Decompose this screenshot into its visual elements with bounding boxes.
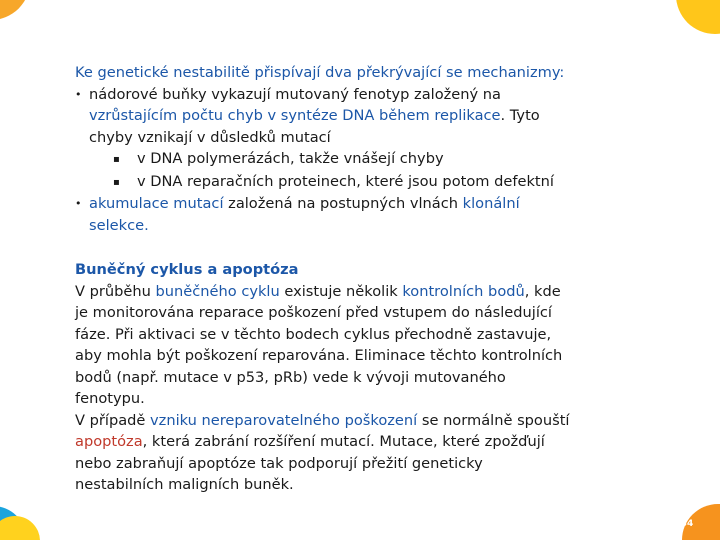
- highlight-text: buněčného cyklu: [155, 282, 280, 300]
- paragraph-line: fenotypu.: [75, 390, 145, 407]
- sub-bullet-text: v DNA reparačních proteinech, které jsou potom defektní: [137, 172, 554, 190]
- paragraph-line: [75, 281, 635, 303]
- paragraph-line: nestabilních maligních buněk.: [75, 476, 294, 493]
- text: se normálně spouští: [417, 411, 570, 429]
- text: V případě: [75, 411, 151, 429]
- paragraph-line: bodů (např. mutace v p53, pRb) vede k vývoji mutovaného: [75, 368, 506, 386]
- paragraph-line: [75, 410, 635, 432]
- highlight-text: klonální: [462, 195, 520, 212]
- paragraph-line: fáze. Při aktivaci se v těchto bodech cyklus přechodně zastavuje,: [75, 325, 552, 343]
- text: existuje několik: [279, 282, 403, 300]
- text: V průběhu: [75, 282, 156, 300]
- bullet-continuation: selekce.: [89, 216, 149, 234]
- sub-bullet-marker: ▪: [113, 154, 120, 165]
- bullet-item: [75, 84, 635, 106]
- bullet-continuation: [75, 105, 635, 127]
- highlight-text: vzrůstajícím počtu chyb v syntéze DNA během replikace: [89, 107, 501, 124]
- intro-text: Ke genetické nestabilitě přispívají dva překrývající se mechanizmy:: [75, 64, 565, 81]
- paragraph-line: aby mohla být poškození reparována. Eliminace těchto kontrolních: [75, 347, 563, 364]
- bullet-item: [75, 193, 635, 215]
- paragraph-line: [75, 431, 635, 453]
- page-number: 34: [680, 519, 694, 529]
- section-title: Buněčný cyklus a apoptóza: [75, 261, 299, 278]
- highlight-text: kontrolních bodů: [402, 282, 525, 300]
- spacer: [75, 236, 635, 259]
- bullet-text: nádorové buňky vykazují mutovaný fenotyp založený na: [89, 85, 502, 103]
- highlight-text: vzniku nereparovatelného poškození: [150, 411, 418, 429]
- text: , kde: [524, 282, 561, 300]
- bullet-continuation: chyby vznikají v důsledků mutací: [89, 128, 331, 146]
- sub-bullet-text: v DNA polymerázách, takže vnášejí chyby: [137, 150, 444, 167]
- paragraph-line: je monitorována reparace poškození před vstupem do následující: [75, 304, 552, 321]
- decorative-circle-top-right: [676, 0, 720, 34]
- decorative-circle-top-left: [0, 0, 30, 20]
- highlight-text: apoptóza: [75, 433, 143, 450]
- text: , která zabrání rozšíření mutací. Mutace, které zpožďují: [142, 433, 545, 450]
- bullet-marker: •: [75, 87, 82, 101]
- sub-bullet-marker: ▪: [113, 176, 120, 188]
- slide-body: [75, 62, 635, 496]
- sub-bullet-item: [75, 148, 635, 171]
- sub-bullet-item: [75, 171, 635, 194]
- bullet-text: . Tyto: [500, 107, 540, 124]
- bullet-text: založená na postupných vlnách: [223, 195, 463, 212]
- highlight-text: akumulace mutací: [89, 195, 224, 212]
- bullet-marker: •: [75, 197, 82, 210]
- decorative-circle-bottom-left-yellow: [0, 516, 40, 540]
- paragraph-line: nebo zabraňují apoptóze tak podporují přežití geneticky: [75, 454, 483, 472]
